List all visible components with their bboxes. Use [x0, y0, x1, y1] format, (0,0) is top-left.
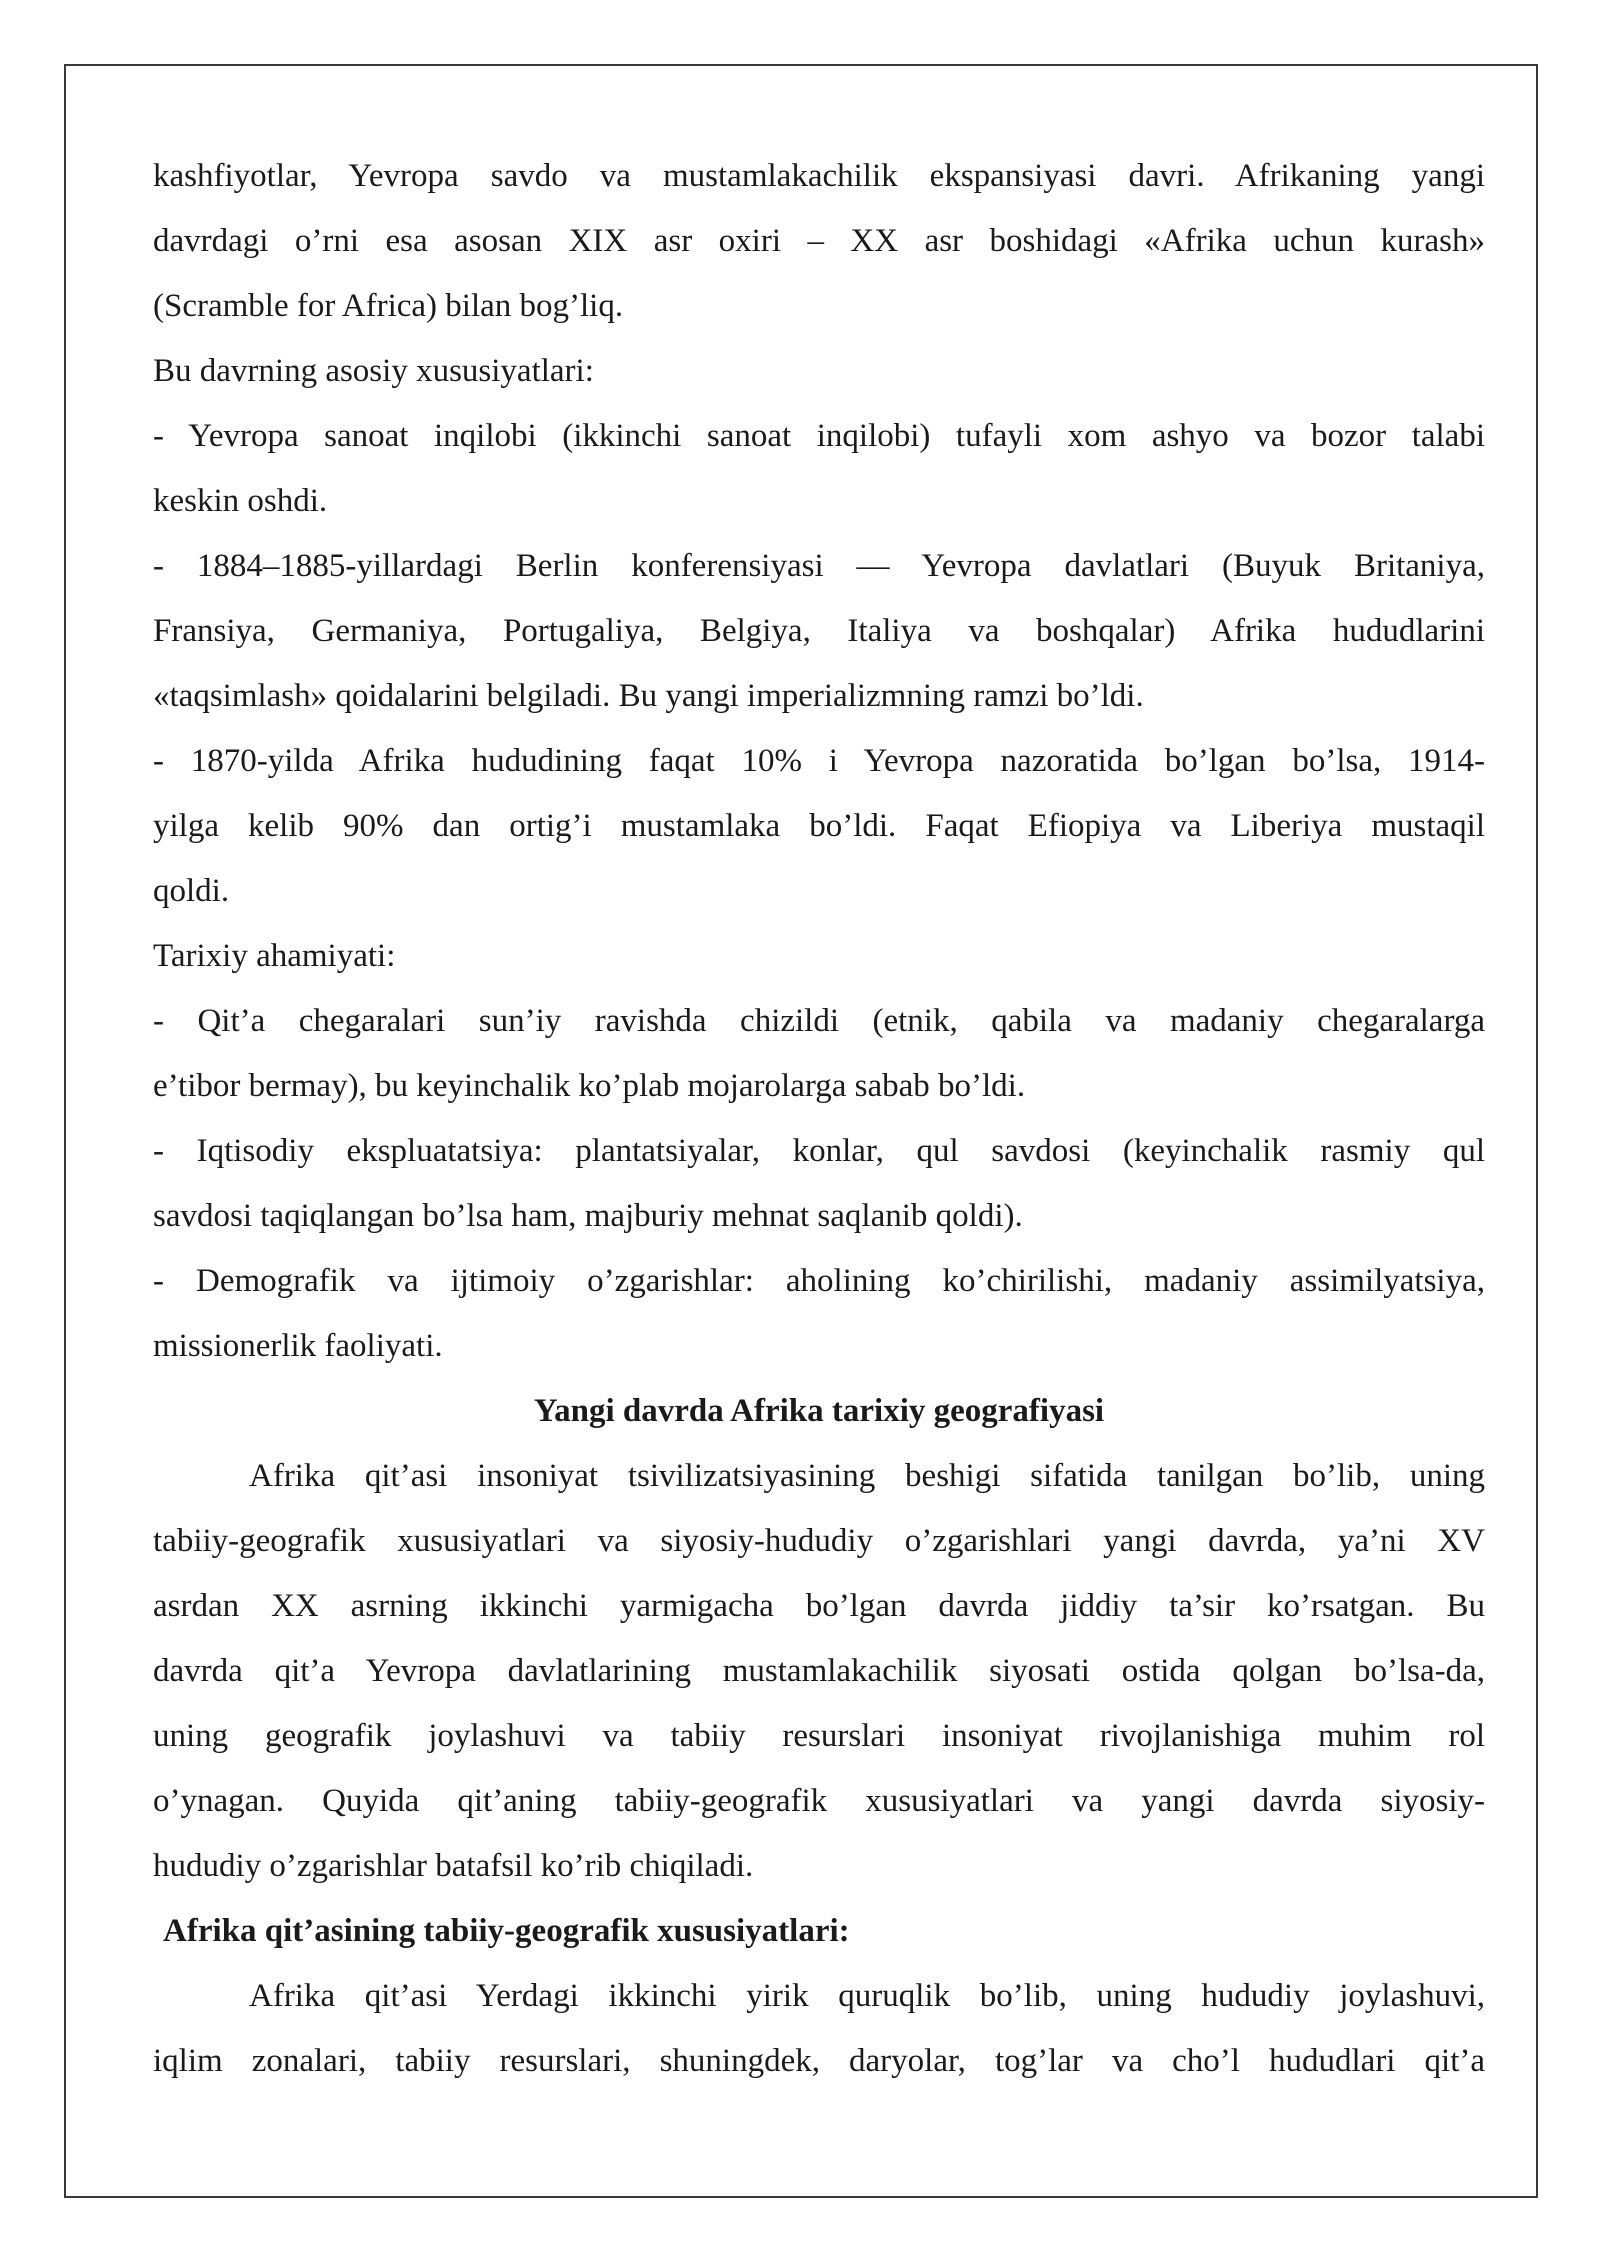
list-item-line: «taqsimlash» qoidalarini belgiladi. Bu yangi imperializmning ramzi bo’ldi. [153, 678, 1144, 714]
paragraph-first-line: Afrika qit’asi insoniyat tsivilizatsiyasining beshigi sifatida tanilgan bo’lib, uning [249, 1458, 1485, 1494]
list-heading: Tarixiy ahamiyati: [153, 938, 396, 974]
text-line: kashfiyotlar, Yevropa savdo va mustamlakachilik ekspansiyasi davri. Afrikaning yangi [153, 158, 1485, 194]
list-item-line: - Qit’a chegaralari sun’iy ravishda chizildi (etnik, qabila va madaniy chegaralarga [153, 1003, 1485, 1039]
list-item-line: - 1870-yilda Afrika hududining faqat 10% i Yevropa nazoratida bo’lgan bo’lsa, 1914- [153, 743, 1485, 779]
document-body [153, 144, 1485, 2094]
text-line: o’ynagan. Quyida qit’aning tabiiy-geografik xususiyatlari va yangi davrda siyosiy- [153, 1783, 1485, 1819]
list-heading: Bu davrning asosiy xususiyatlari: [153, 353, 594, 389]
text-line: (Scramble for Africa) bilan bog’liq. [153, 288, 624, 324]
list-item-line: - 1884–1885-yillardagi Berlin konferensiyasi — Yevropa davlatlari (Buyuk Britaniya, [153, 548, 1485, 584]
text-line: iqlim zonalari, tabiiy resurslari, shuningdek, daryolar, tog’lar va cho’l hududlari qit’a [153, 2043, 1485, 2079]
list-item-line: yilga kelib 90% dan ortig’i mustamlaka bo’ldi. Faqat Efiopiya va Liberiya mustaqil [153, 808, 1485, 844]
text-line: davrda qit’a Yevropa davlatlarining mustamlakachilik siyosati ostida qolgan bo’lsa-da, [153, 1653, 1485, 1689]
text-line: uning geografik joylashuvi va tabiiy resurslari insoniyat rivojlanishiga muhim rol [153, 1718, 1485, 1754]
list-item-line: - Yevropa sanoat inqilobi (ikkinchi sanoat inqilobi) tufayli xom ashyo va bozor talabi [153, 418, 1485, 454]
text-line: davrdagi o’rni esa asosan XIX asr oxiri – XX asr boshidagi «Afrika uchun kurash» [153, 223, 1485, 259]
list-item-line: Fransiya, Germaniya, Portugaliya, Belgiya, Italiya va boshqalar) Afrika hududlarini [153, 613, 1485, 649]
list-item-line: e’tibor bermay), bu keyinchalik ko’plab mojarolarga sabab bo’ldi. [153, 1068, 1026, 1104]
text-line: asrdan XX asrning ikkinchi yarmigacha bo’lgan davrda jiddiy ta’sir ko’rsatgan. Bu [153, 1588, 1485, 1624]
list-item-line: savdosi taqiqlangan bo’lsa ham, majburiy mehnat saqlanib qoldi). [153, 1198, 1023, 1234]
list-item-line: keskin oshdi. [153, 483, 328, 519]
list-item-line: - Demografik va ijtimoiy o’zgarishlar: aholining ko’chirilishi, madaniy assimilyatsiya, [153, 1263, 1485, 1299]
text-line: tabiiy-geografik xususiyatlari va siyosiy-hududiy o’zgarishlari yangi davrda, ya’ni XV [153, 1523, 1485, 1559]
section-heading: Yangi davrda Afrika tarixiy geografiyasi [533, 1393, 1105, 1429]
list-item-line: qoldi. [153, 873, 230, 909]
paragraph-first-line: Afrika qit’asi Yerdagi ikkinchi yirik quruqlik bo’lib, uning hududiy joylashuvi, [249, 1978, 1485, 2014]
subsection-heading: Afrika qit’asining tabiiy-geografik xususiyatlari: [163, 1913, 850, 1949]
text-line: hududiy o’zgarishlar batafsil ko’rib chiqiladi. [153, 1848, 754, 1884]
list-item-line: missionerlik faoliyati. [153, 1328, 443, 1364]
list-item-line: - Iqtisodiy ekspluatatsiya: plantatsiyalar, konlar, qul savdosi (keyinchalik rasmiy qul [153, 1133, 1485, 1169]
